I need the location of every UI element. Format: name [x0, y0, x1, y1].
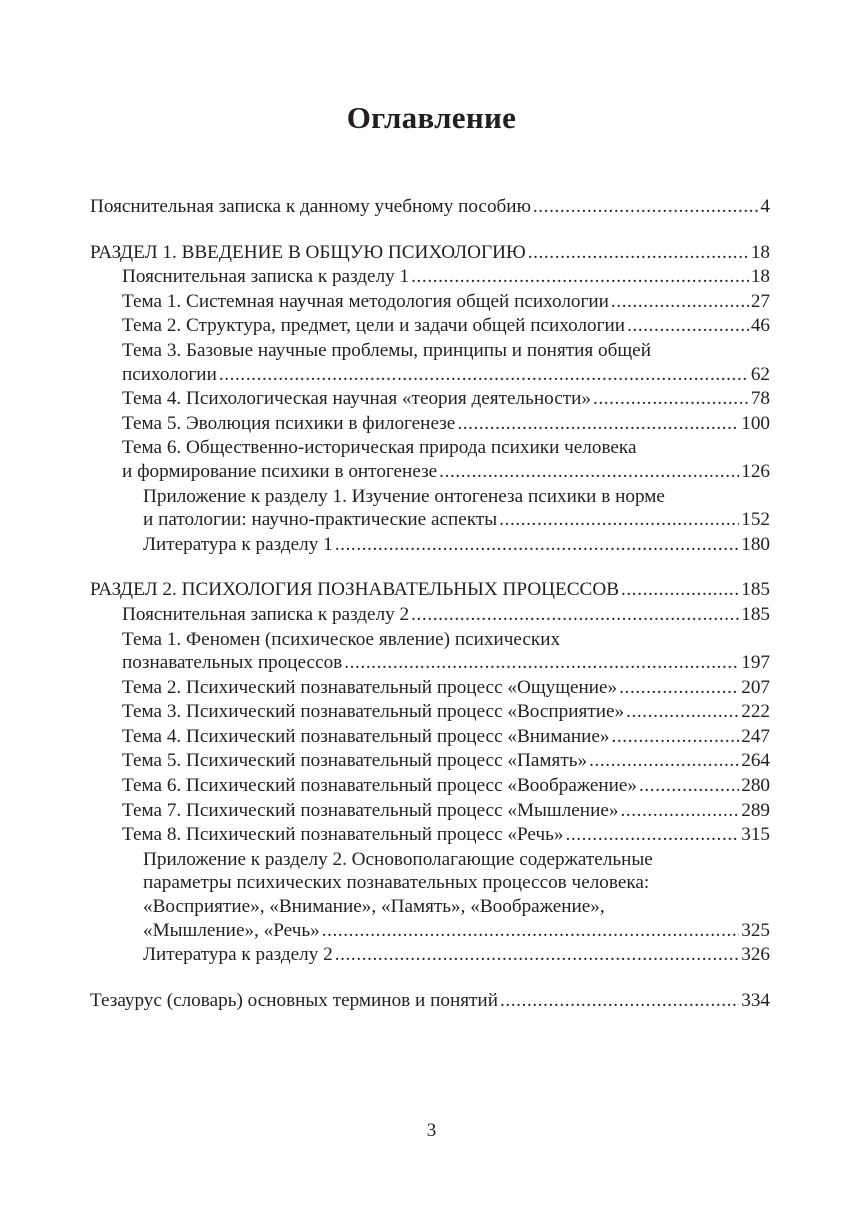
toc-entry-title: Тема 1. Системная научная методология общей психологии — [122, 290, 609, 312]
table-of-contents — [90, 195, 770, 1012]
dot-leader — [439, 460, 739, 484]
toc-entry[interactable] — [90, 628, 770, 675]
toc-entry-title: «Мышление», «Речь» — [143, 919, 320, 941]
toc-entry-text-line: Приложение к разделу 2. Основополагающие содержательные — [143, 848, 653, 870]
toc-entry-title: Тема 8. Психический познавательный процесс «Речь» — [122, 824, 564, 846]
dot-leader — [627, 314, 749, 338]
toc-entry-page: 27 — [750, 290, 770, 312]
toc-entry[interactable] — [90, 265, 770, 289]
toc-entry-title: Тема 2. Психический познавательный процесс «Ощущение» — [122, 676, 618, 698]
toc-entry-leader-line — [90, 241, 770, 265]
page-title: Оглавление — [346, 100, 517, 135]
entry-spacer — [90, 219, 770, 241]
toc-entry-page: 180 — [741, 533, 770, 555]
dot-leader — [593, 387, 749, 411]
toc-entry-title: Тема 4. Психический познавательный процесс «Внимание» — [122, 725, 610, 747]
toc-entry-title: Тема 3. Психический познавательный процесс «Восприятие» — [122, 701, 625, 723]
dot-leader — [335, 943, 739, 967]
dot-leader — [533, 195, 759, 219]
toc-entry-title: Пояснительная записка к данному учебному пособию — [90, 196, 531, 217]
toc-entry-leader-line — [122, 460, 770, 484]
toc-entry-leader-line — [143, 943, 770, 967]
toc-entry[interactable] — [90, 725, 770, 749]
toc-entry[interactable] — [90, 823, 770, 847]
toc-entry-leader-line — [122, 700, 770, 724]
toc-entry[interactable] — [90, 603, 770, 627]
toc-entry-title: Пояснительная записка к разделу 2 — [122, 603, 410, 625]
toc-entry-title: Тема 6. Психический познавательный процесс «Воображение» — [122, 775, 638, 797]
toc-entry-leader-line — [122, 387, 770, 411]
toc-entry-text-line: параметры психических познавательных процессов человека: — [143, 872, 650, 894]
toc-entry-leader-line — [143, 508, 770, 532]
toc-entry[interactable] — [90, 700, 770, 724]
toc-entry[interactable] — [90, 676, 770, 700]
dot-leader — [626, 700, 739, 724]
dot-leader — [322, 919, 740, 943]
toc-entry-page: 78 — [750, 388, 770, 410]
toc-entry[interactable] — [90, 749, 770, 773]
dot-leader — [620, 799, 739, 823]
toc-entry-leader-line — [122, 363, 770, 387]
toc-entry[interactable] — [90, 387, 770, 411]
toc-entry-leader-line — [90, 989, 770, 1013]
dot-leader — [619, 676, 739, 700]
toc-entry-leader-line — [122, 676, 770, 700]
toc-entry-page: 264 — [741, 750, 770, 772]
toc-entry-page: 315 — [741, 824, 770, 846]
toc-entry[interactable] — [90, 943, 770, 967]
toc-entry-page: 185 — [741, 603, 770, 625]
toc-entry[interactable] — [90, 485, 770, 532]
dot-leader — [335, 533, 739, 557]
toc-entry[interactable] — [90, 578, 770, 602]
toc-entry[interactable] — [90, 848, 770, 942]
toc-entry-title: психологии — [122, 363, 217, 385]
toc-entry-page: 326 — [741, 944, 770, 966]
toc-entry-leader-line — [122, 603, 770, 627]
toc-entry[interactable] — [90, 799, 770, 823]
toc-entry-text-line: Тема 3. Базовые научные проблемы, принципы и понятия общей — [122, 339, 651, 361]
toc-entry[interactable] — [90, 241, 770, 265]
toc-entry-leader-line — [122, 725, 770, 749]
toc-entry-leader-line — [90, 578, 770, 602]
toc-entry-text-line: «Восприятие», «Внимание», «Память», «Воображение», — [143, 896, 605, 918]
toc-entry-page: 325 — [741, 919, 770, 941]
entry-spacer — [90, 556, 770, 578]
toc-entry-leader-line — [122, 799, 770, 823]
toc-entry-page: 289 — [741, 799, 770, 821]
dot-leader — [411, 265, 749, 289]
toc-entry[interactable] — [90, 195, 770, 219]
toc-entry[interactable] — [90, 314, 770, 338]
toc-entry-title: Литература к разделу 2 — [143, 944, 333, 966]
toc-entry-leader-line — [122, 265, 770, 289]
toc-entry-leader-line — [122, 290, 770, 314]
toc-entry[interactable] — [90, 290, 770, 314]
toc-entry-title: РАЗДЕЛ 2. ПСИХОЛОГИЯ ПОЗНАВАТЕЛЬНЫХ ПРОЦЕССОВ — [90, 579, 619, 601]
toc-entry-page: 100 — [741, 412, 770, 434]
toc-entry-page: 280 — [741, 775, 770, 797]
dot-leader — [528, 241, 749, 265]
toc-entry-leader-line — [122, 749, 770, 773]
toc-entry-title: Тема 7. Психический познавательный процесс «Мышление» — [122, 799, 619, 821]
dot-leader — [457, 412, 739, 436]
dot-leader — [611, 290, 749, 314]
entry-spacer — [90, 967, 770, 989]
dot-leader — [344, 651, 739, 675]
dot-leader — [621, 578, 739, 602]
toc-entry-title: Тема 2. Структура, предмет, цели и задачи общей психологии — [122, 315, 626, 337]
dot-leader — [639, 774, 739, 798]
toc-entry[interactable] — [90, 989, 770, 1013]
toc-entry-page: 334 — [741, 989, 770, 1011]
toc-entry-leader-line — [143, 919, 770, 943]
toc-entry-page: 18 — [750, 241, 770, 263]
dot-leader — [219, 363, 749, 387]
toc-entry-title: Тезаурус (словарь) основных терминов и понятий — [90, 989, 498, 1011]
toc-entry-page: 46 — [750, 315, 770, 337]
toc-entry-page: 207 — [741, 676, 770, 698]
toc-entry-leader-line — [122, 314, 770, 338]
dot-leader — [565, 823, 739, 847]
toc-entry-page: 222 — [741, 701, 770, 723]
toc-entry-page: 62 — [750, 363, 770, 385]
toc-entry-text-line: Приложение к разделу 1. Изучение онтогенеза психики в норме — [143, 485, 665, 507]
toc-entry-title: и патологии: научно-практические аспекты — [143, 509, 498, 531]
toc-entry[interactable] — [90, 436, 770, 483]
toc-entry-leader-line — [122, 823, 770, 847]
toc-entry-title: и формирование психики в онтогенезе — [122, 460, 438, 482]
toc-entry-page: 152 — [741, 509, 770, 531]
toc-entry-page: 247 — [741, 725, 770, 747]
toc-entry-title: РАЗДЕЛ 1. ВВЕДЕНИЕ В ОБЩУЮ ПСИХОЛОГИЮ — [90, 241, 526, 263]
toc-entry-title: Тема 5. Психический познавательный процесс «Память» — [122, 750, 588, 772]
toc-entry-text-line: Тема 1. Феномен (психическое явление) психических — [122, 628, 561, 650]
toc-entry-leader-line — [90, 195, 770, 219]
toc-entry[interactable] — [90, 412, 770, 436]
toc-entry-text-line: Тема 6. Общественно-историческая природа психики человека — [122, 437, 637, 459]
toc-entry-title: Тема 5. Эволюция психики в филогенезе — [122, 412, 456, 434]
toc-entry[interactable] — [90, 774, 770, 798]
toc-entry-title: познавательных процессов — [122, 652, 343, 674]
toc-entry-page: 185 — [741, 579, 770, 601]
toc-entry-page: 18 — [750, 266, 770, 288]
toc-entry-leader-line — [122, 651, 770, 675]
dot-leader — [499, 508, 739, 532]
toc-entry[interactable] — [90, 339, 770, 386]
toc-entry-page: 126 — [741, 460, 770, 482]
toc-entry-title: Тема 4. Психологическая научная «теория деятельности» — [122, 388, 591, 410]
toc-entry-leader-line — [122, 412, 770, 436]
toc-entry-leader-line — [143, 533, 770, 557]
toc-entry[interactable] — [90, 533, 770, 557]
dot-leader — [500, 989, 739, 1013]
toc-entry-title: Литература к разделу 1 — [143, 533, 333, 555]
toc-entry-page: 197 — [741, 652, 770, 674]
dot-leader — [589, 749, 739, 773]
toc-entry-title: Пояснительная записка к разделу 1 — [122, 266, 410, 288]
toc-entry-page: 4 — [760, 196, 770, 217]
dot-leader — [411, 603, 739, 627]
page-number: 3 — [426, 1120, 437, 1141]
toc-entry-leader-line — [122, 774, 770, 798]
dot-leader — [612, 725, 740, 749]
